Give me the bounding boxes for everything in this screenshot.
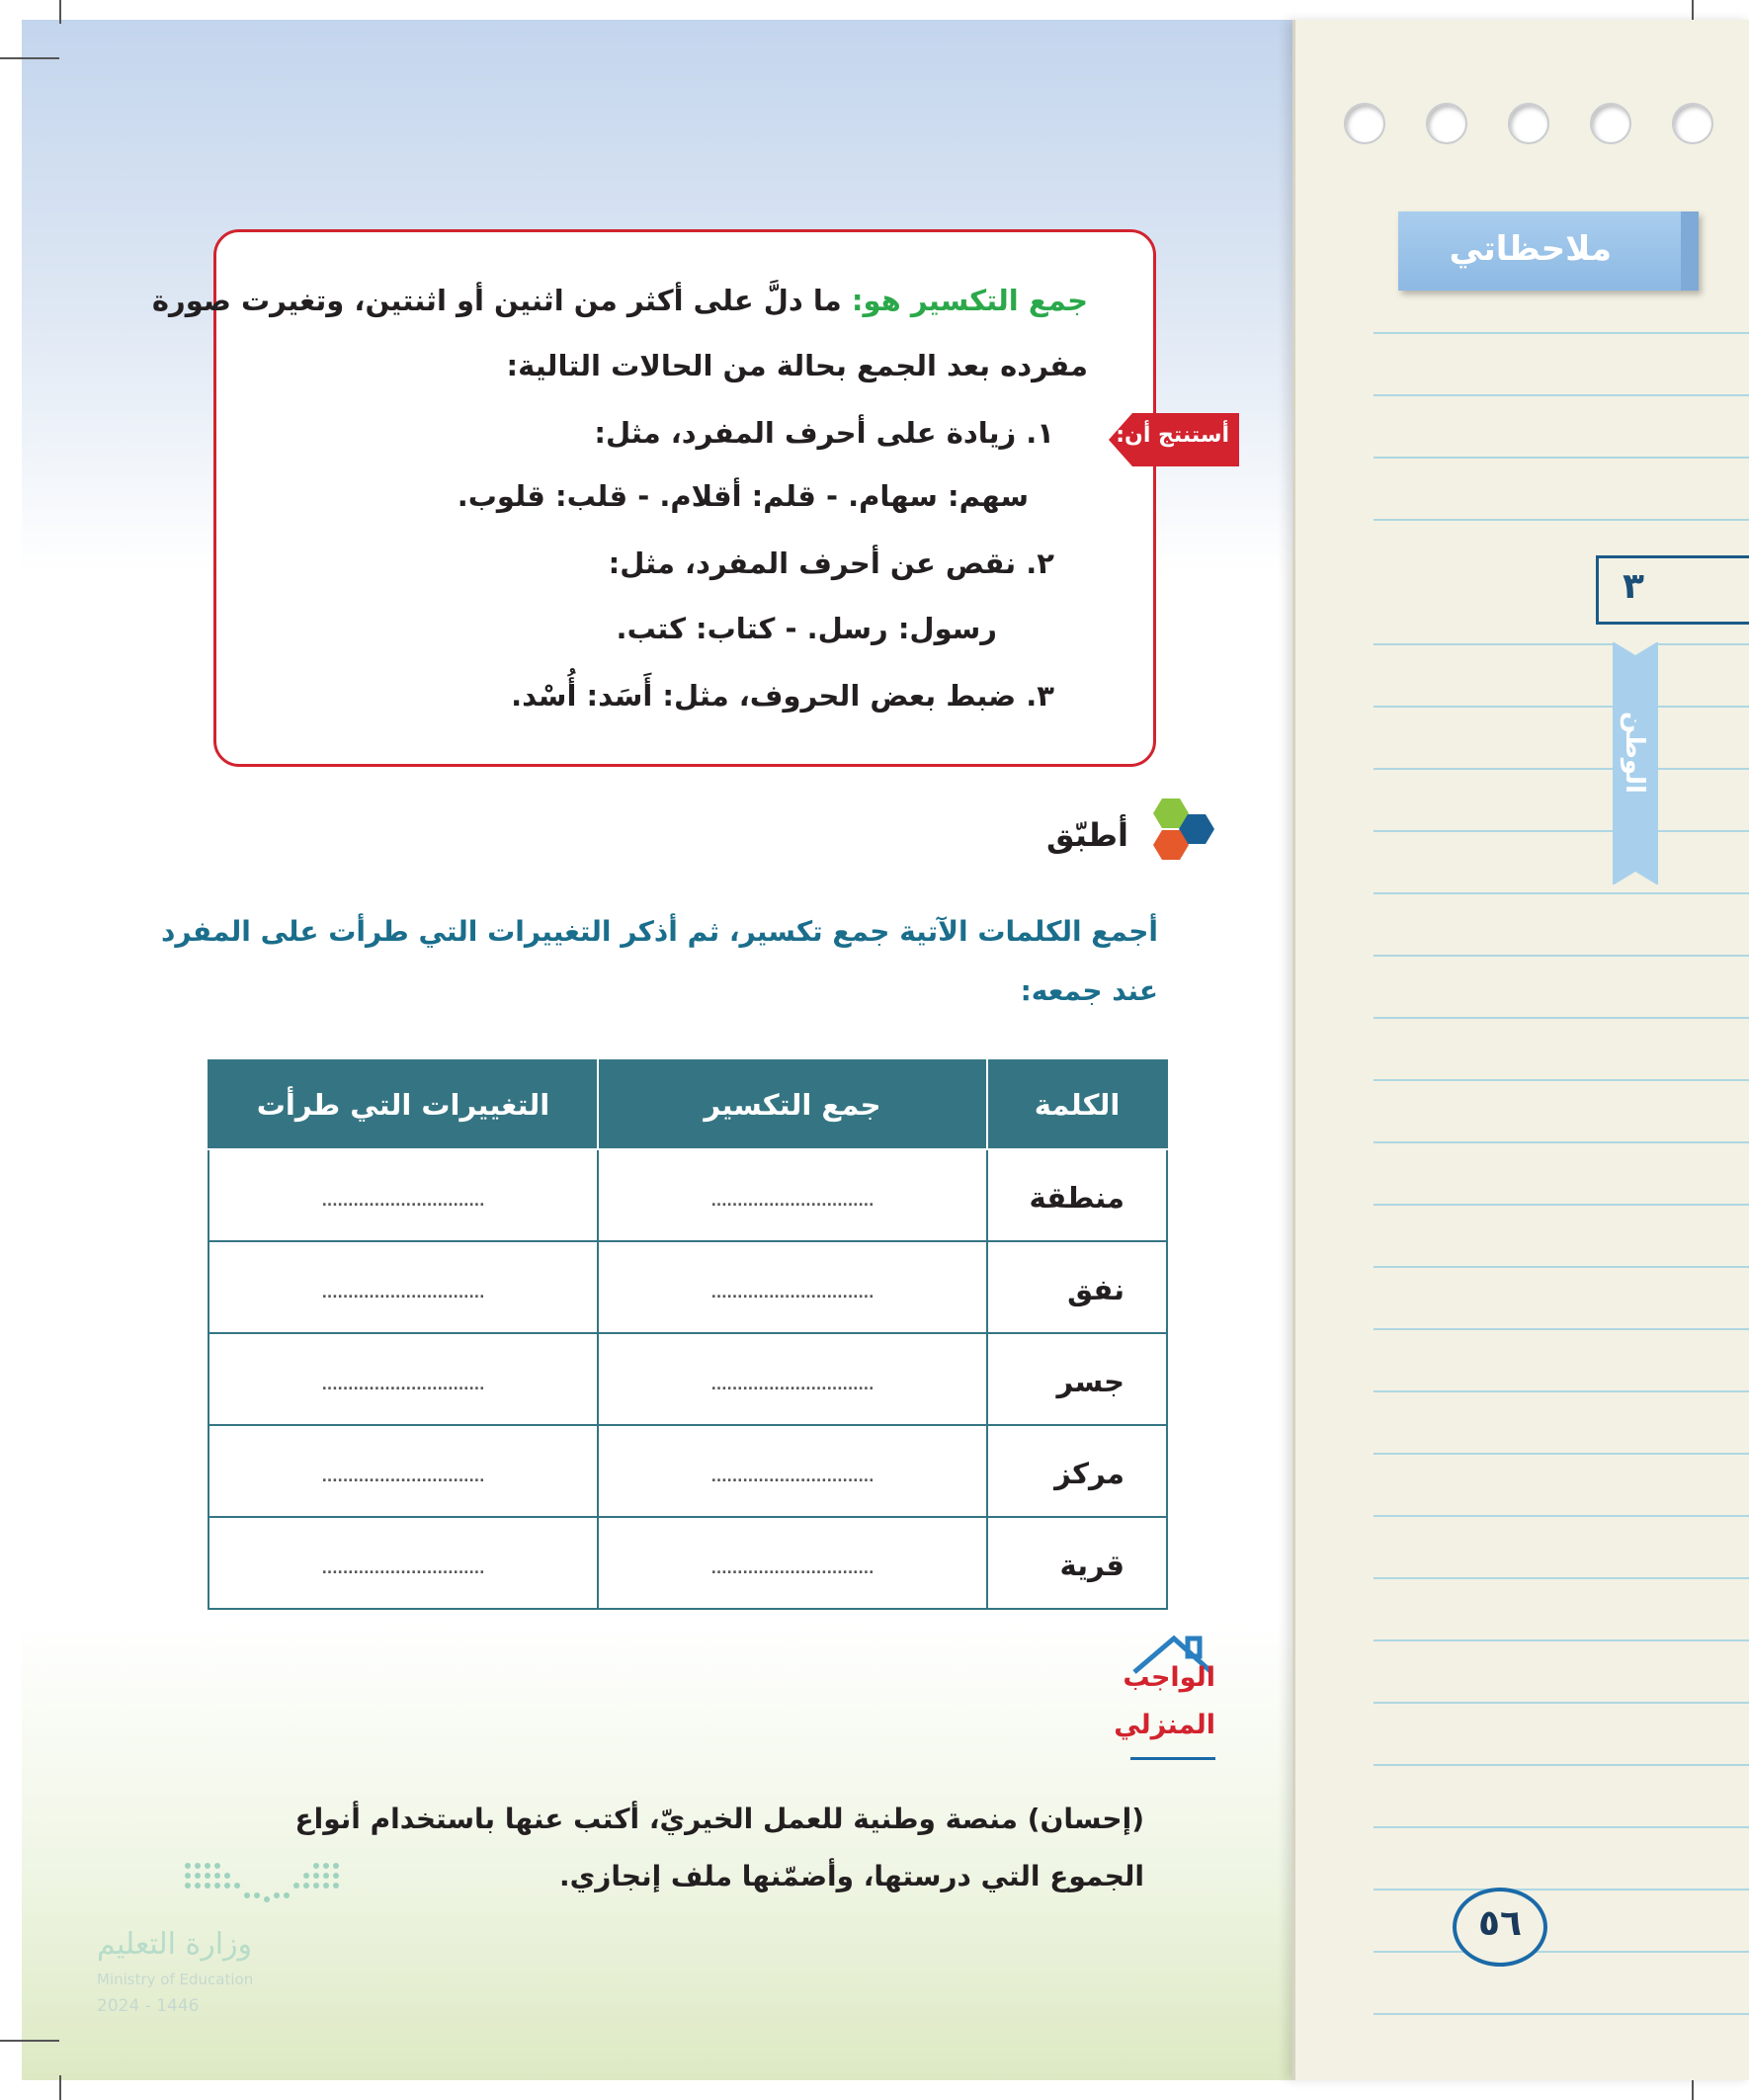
conclude-badge-label: أستنتج أن: (1116, 423, 1229, 448)
word-cell: منطقة (987, 1149, 1167, 1241)
homework-underline (1130, 1757, 1215, 1760)
binder-hole-icon (1590, 103, 1631, 144)
table-row (208, 1241, 1167, 1333)
header-word: الكلمة (987, 1060, 1167, 1149)
table-row (208, 1149, 1167, 1241)
homework-label-line-2: المنزلي (1114, 1710, 1215, 1740)
changes-answer-cell[interactable] (208, 1517, 598, 1609)
notes-rule-line (1374, 1764, 1749, 1766)
notes-rule-line (1374, 1141, 1749, 1143)
table-row (208, 1425, 1167, 1517)
table-row (208, 1517, 1167, 1609)
notes-rule-line (1374, 1702, 1749, 1704)
answer-dots: ............................... (710, 1469, 874, 1485)
notes-rule-line (1374, 457, 1749, 459)
word-cell: جسر (987, 1333, 1167, 1425)
answer-dots: ............................... (321, 1560, 485, 1577)
notes-rule-line (1374, 892, 1749, 894)
definition-line-2: مفرده بعد الجمع بحالة من الحالات التالية: (506, 349, 1088, 382)
binder-hole-icon (1426, 103, 1467, 144)
notes-rule-line (1374, 519, 1749, 521)
answer-dots: ............................... (321, 1285, 485, 1302)
header-plural: جمع التكسير (598, 1060, 987, 1149)
page-number: ٥٦ (1478, 1903, 1522, 1944)
notes-rule-line (1374, 1390, 1749, 1392)
notes-title-tab (1398, 211, 1699, 291)
plural-answer-cell[interactable] (598, 1517, 987, 1609)
notes-rule-line (1374, 1328, 1749, 1330)
plural-answer-cell[interactable] (598, 1333, 987, 1425)
ministry-year: 2024 - 1446 (97, 1996, 200, 2016)
word-cell: مركز (987, 1425, 1167, 1517)
header-changes: التغييرات التي طرأت (208, 1060, 598, 1149)
chapter-number: ٣ (1623, 566, 1644, 607)
notes-rule-line (1374, 768, 1749, 770)
homework-text-line-2: الجموع التي درستها، وأضمّنها ملف إنجازي. (558, 1860, 1144, 1892)
notes-rule-line (1374, 394, 1749, 396)
ministry-name-arabic: وزارة التعليم (97, 1927, 253, 1962)
crop-mark (59, 2075, 61, 2100)
notes-rule-line (1374, 1453, 1749, 1455)
crop-mark (59, 0, 61, 24)
answer-dots: ............................... (321, 1377, 485, 1393)
homework-text-line-1: (إحسان) منصة وطنية للعمل الخيريّ، أكتب عنها باستخدام أنواع (294, 1803, 1144, 1835)
notes-rule-line (1374, 332, 1749, 334)
ministry-logo-dots-icon (178, 1858, 356, 1907)
plural-answer-cell[interactable] (598, 1425, 987, 1517)
notes-rule-line (1374, 1889, 1749, 1890)
changes-answer-cell[interactable] (208, 1333, 598, 1425)
notes-rule-line (1374, 1577, 1749, 1579)
notes-rule-line (1374, 1204, 1749, 1206)
notes-rule-line (1374, 643, 1749, 645)
crop-mark (0, 57, 59, 59)
notes-rule-line (1374, 1515, 1749, 1517)
plural-answer-cell[interactable] (598, 1149, 987, 1241)
changes-answer-cell[interactable] (208, 1149, 598, 1241)
changes-answer-cell[interactable] (208, 1425, 598, 1517)
crop-mark (0, 2040, 59, 2042)
notes-rule-line (1374, 2013, 1749, 2015)
definition-line-1-rest: ما دلَّ على أكثر من اثنين أو اثنتين، وتغيرت صورة (151, 284, 852, 317)
chapter-number-box (1596, 555, 1749, 625)
notes-rule-line (1374, 706, 1749, 708)
answer-dots: ............................... (710, 1560, 874, 1577)
notes-rule-line (1374, 955, 1749, 957)
notes-rule-line (1374, 1017, 1749, 1019)
notes-rule-line (1374, 1826, 1749, 1828)
table-row (208, 1333, 1167, 1425)
notes-rule-line (1374, 1266, 1749, 1268)
case-1-examples: سهم: سهام. - قلم: أقلام. - قلب: قلوب. (457, 479, 1029, 513)
case-3: ٣. ضبط بعض الحروف، مثل: أَسَد: أُسْد. (511, 679, 1054, 713)
answer-dots: ............................... (321, 1193, 485, 1210)
apply-hexagons-icon (1136, 797, 1215, 878)
case-1: ١. زيادة على أحرف المفرد، مثل: (594, 416, 1054, 450)
answer-dots: ............................... (710, 1377, 874, 1393)
table-header-row (208, 1060, 1167, 1149)
answer-dots: ............................... (710, 1285, 874, 1302)
notes-rule-line (1374, 1639, 1749, 1641)
apply-instruction-line-1: أجمع الكلمات الآتية جمع تكسير، ثم أذكر التغييرات التي طرأت على المفرد (161, 915, 1158, 948)
homework-label-line-1: الواجب (1123, 1662, 1215, 1693)
answer-dots: ............................... (321, 1469, 485, 1485)
word-cell: قرية (987, 1517, 1167, 1609)
definition-line-1 (152, 284, 1088, 317)
plural-table (208, 1059, 1168, 1610)
apply-instruction-line-2: عند جمعه: (1020, 974, 1158, 1007)
definition-box (151, 229, 1156, 767)
plural-answer-cell[interactable] (598, 1241, 987, 1333)
case-2: ٢. نقص عن أحرف المفرد، مثل: (608, 546, 1054, 580)
binder-hole-icon (1508, 103, 1549, 144)
answer-dots: ............................... (710, 1193, 874, 1210)
unit-ribbon-text-holder (1620, 712, 1649, 820)
conclude-badge (1109, 413, 1239, 466)
notes-rule-line (1374, 830, 1749, 832)
notes-panel (1292, 20, 1749, 2080)
notes-rule-line (1374, 1951, 1749, 1953)
notes-title: ملاحظاتي (1449, 229, 1612, 269)
definition-term: جمع التكسير هو: (851, 284, 1088, 317)
apply-title: أطبّق (1045, 816, 1128, 854)
ministry-name-english: Ministry of Education (97, 1971, 254, 1988)
notes-rule-line (1374, 1079, 1749, 1081)
changes-answer-cell[interactable] (208, 1241, 598, 1333)
word-cell: نفق (987, 1241, 1167, 1333)
page-number-circle (1453, 1888, 1547, 1967)
case-2-examples: رسول: رسل. - كتاب: كتب. (616, 612, 997, 645)
unit-name: الوطن (1620, 712, 1649, 794)
binder-hole-icon (1344, 103, 1385, 144)
binder-hole-icon (1672, 103, 1713, 144)
